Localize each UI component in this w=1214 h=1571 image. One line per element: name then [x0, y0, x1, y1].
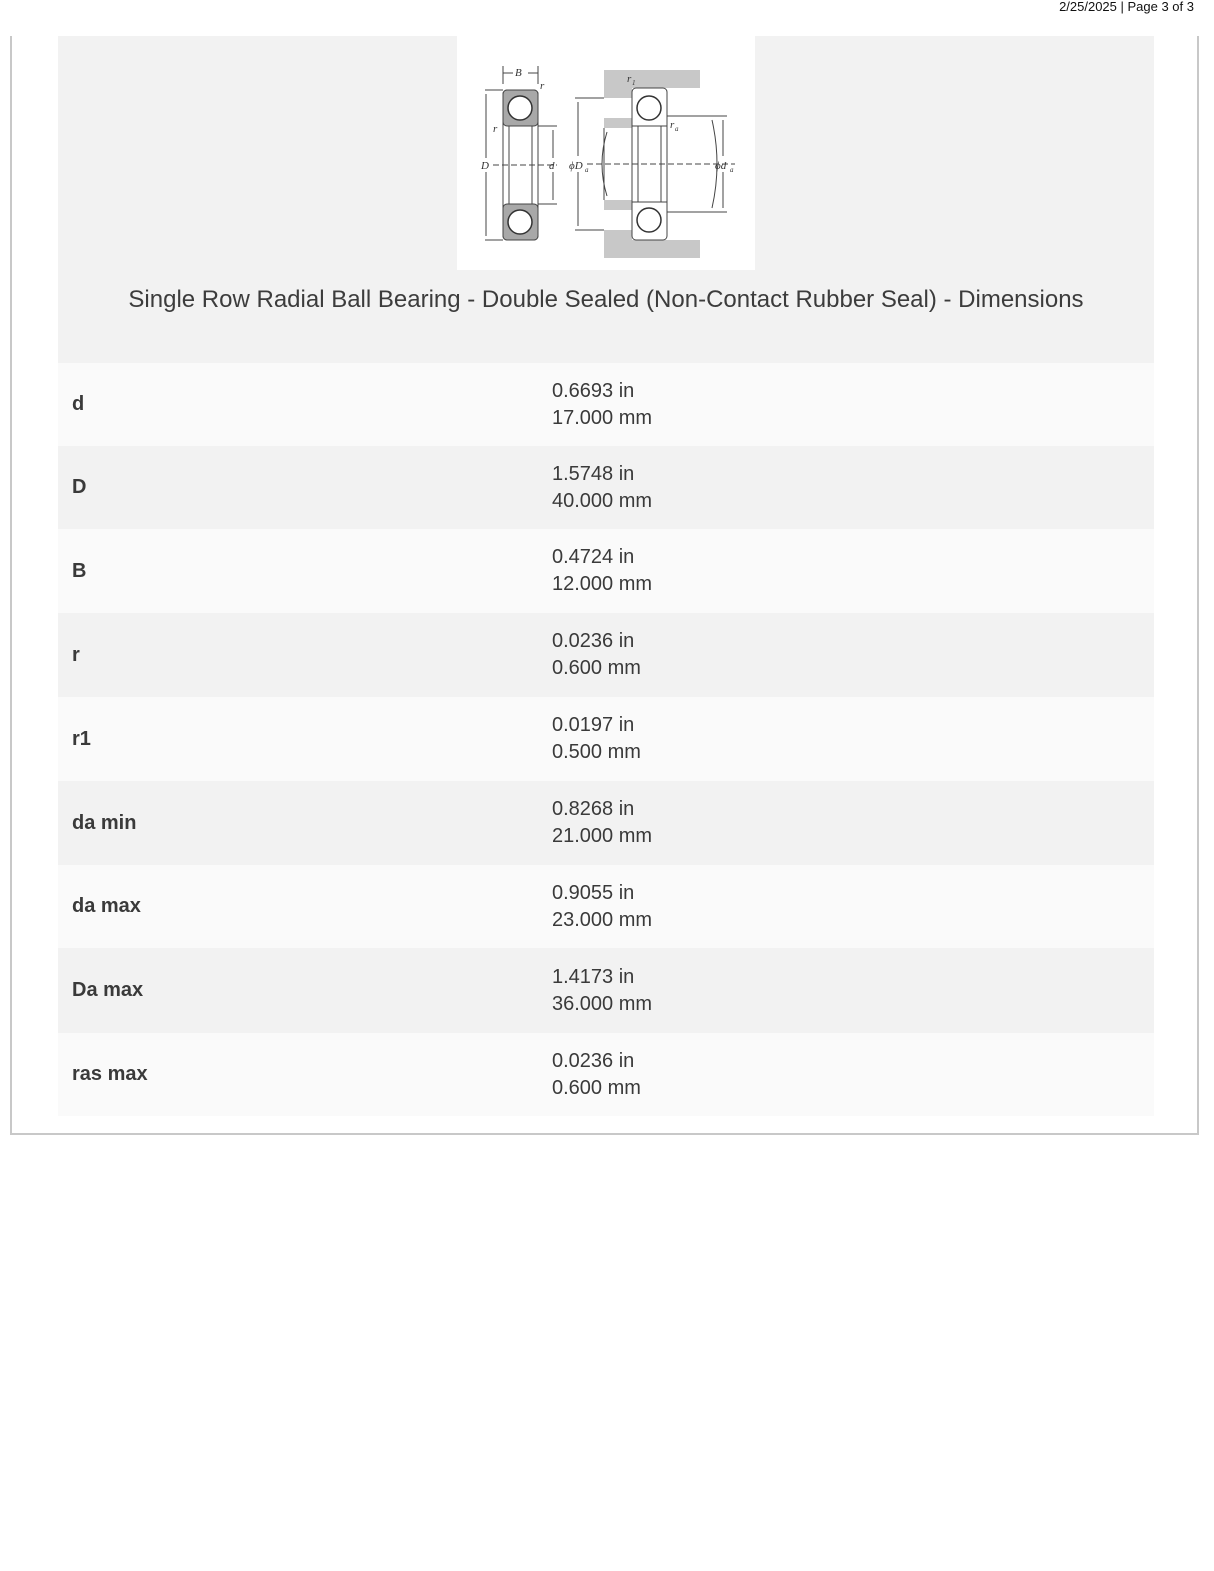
- spec-row-D: [58, 446, 1154, 529]
- spec-row-d: [58, 363, 1154, 446]
- spec-value-mm: 23.000 mm: [552, 908, 653, 931]
- spec-value-in: 0.8268 in: [552, 798, 635, 820]
- spec-row-ras-max: [58, 1033, 1154, 1116]
- label-D: D: [481, 160, 489, 172]
- spec-value-mm: 0.500 mm: [552, 741, 641, 763]
- spec-value: [552, 880, 1154, 934]
- spec-label: r: [72, 643, 80, 666]
- spec-label: r1: [72, 727, 91, 750]
- spec-label: Da max: [72, 979, 144, 1001]
- label-ra-sub: a: [675, 125, 679, 133]
- label-r-side: r: [493, 123, 498, 135]
- label-r: r: [540, 80, 545, 92]
- spec-value: [552, 461, 1154, 515]
- label-da: ϕd: [715, 160, 727, 172]
- spec-value-mm: 12.000 mm: [552, 573, 653, 595]
- spec-value-in: 0.9055 in: [552, 881, 635, 904]
- page-header-date-page: 2/25/2025 | Page 3 of 3: [1059, 0, 1194, 14]
- spec-value-mm: 17.000 mm: [552, 406, 653, 429]
- label-da-sub: a: [730, 166, 734, 174]
- spec-row-da-min: [58, 781, 1154, 865]
- spec-value-mm: 0.600 mm: [552, 1076, 641, 1099]
- label-r1-sub: 1: [632, 79, 636, 87]
- diagram-panel: [58, 36, 1154, 363]
- spec-row-Da-max: [58, 948, 1154, 1033]
- label-r1: r: [627, 73, 632, 85]
- bearing-diagram: [457, 36, 755, 270]
- label-Da-sub: a: [585, 166, 589, 174]
- panel-title: Single Row Radial Ball Bearing - Double Sealed (Non-Contact Rubber Seal) - Dimensions: [128, 286, 1084, 313]
- spec-value: [552, 378, 1154, 432]
- spec-label: da min: [72, 811, 137, 834]
- spec-value-in: 0.0197 in: [552, 714, 635, 736]
- label-Da: ϕD: [569, 160, 583, 172]
- label-B: B: [515, 67, 522, 79]
- spec-value: [552, 796, 1154, 850]
- spec-label: B: [72, 559, 87, 582]
- spec-value: [552, 964, 1154, 1018]
- spec-label: ras max: [72, 1063, 148, 1085]
- label-d: d: [549, 160, 555, 172]
- spec-row-da-max: [58, 865, 1154, 948]
- spec-row-r: [58, 613, 1154, 697]
- spec-value: [552, 544, 1154, 598]
- spec-value-in: 0.0236 in: [552, 1049, 635, 1072]
- spec-value-mm: 36.000 mm: [552, 992, 653, 1015]
- spec-label: d: [72, 393, 85, 415]
- spec-row-r1: [58, 697, 1154, 781]
- spec-value-mm: 40.000 mm: [552, 489, 653, 512]
- spec-label: D: [72, 476, 87, 498]
- spec-value-in: 1.4173 in: [552, 965, 635, 988]
- bearing-diagram-svg: [457, 36, 755, 270]
- spec-value: [552, 628, 1154, 682]
- spec-value-in: 0.0236 in: [552, 630, 635, 652]
- spec-value: [552, 712, 1154, 766]
- spec-label: da max: [72, 895, 141, 917]
- label-ra: r: [670, 119, 675, 131]
- spec-value-mm: 0.600 mm: [552, 657, 641, 679]
- spec-value-in: 1.5748 in: [552, 462, 635, 485]
- spec-value: [552, 1048, 1154, 1102]
- spec-value-mm: 21.000 mm: [552, 825, 653, 847]
- spec-row-B: [58, 529, 1154, 613]
- spec-value-in: 0.4724 in: [552, 546, 635, 568]
- dimensions-card: [58, 36, 1154, 1116]
- spec-value-in: 0.6693 in: [552, 379, 635, 402]
